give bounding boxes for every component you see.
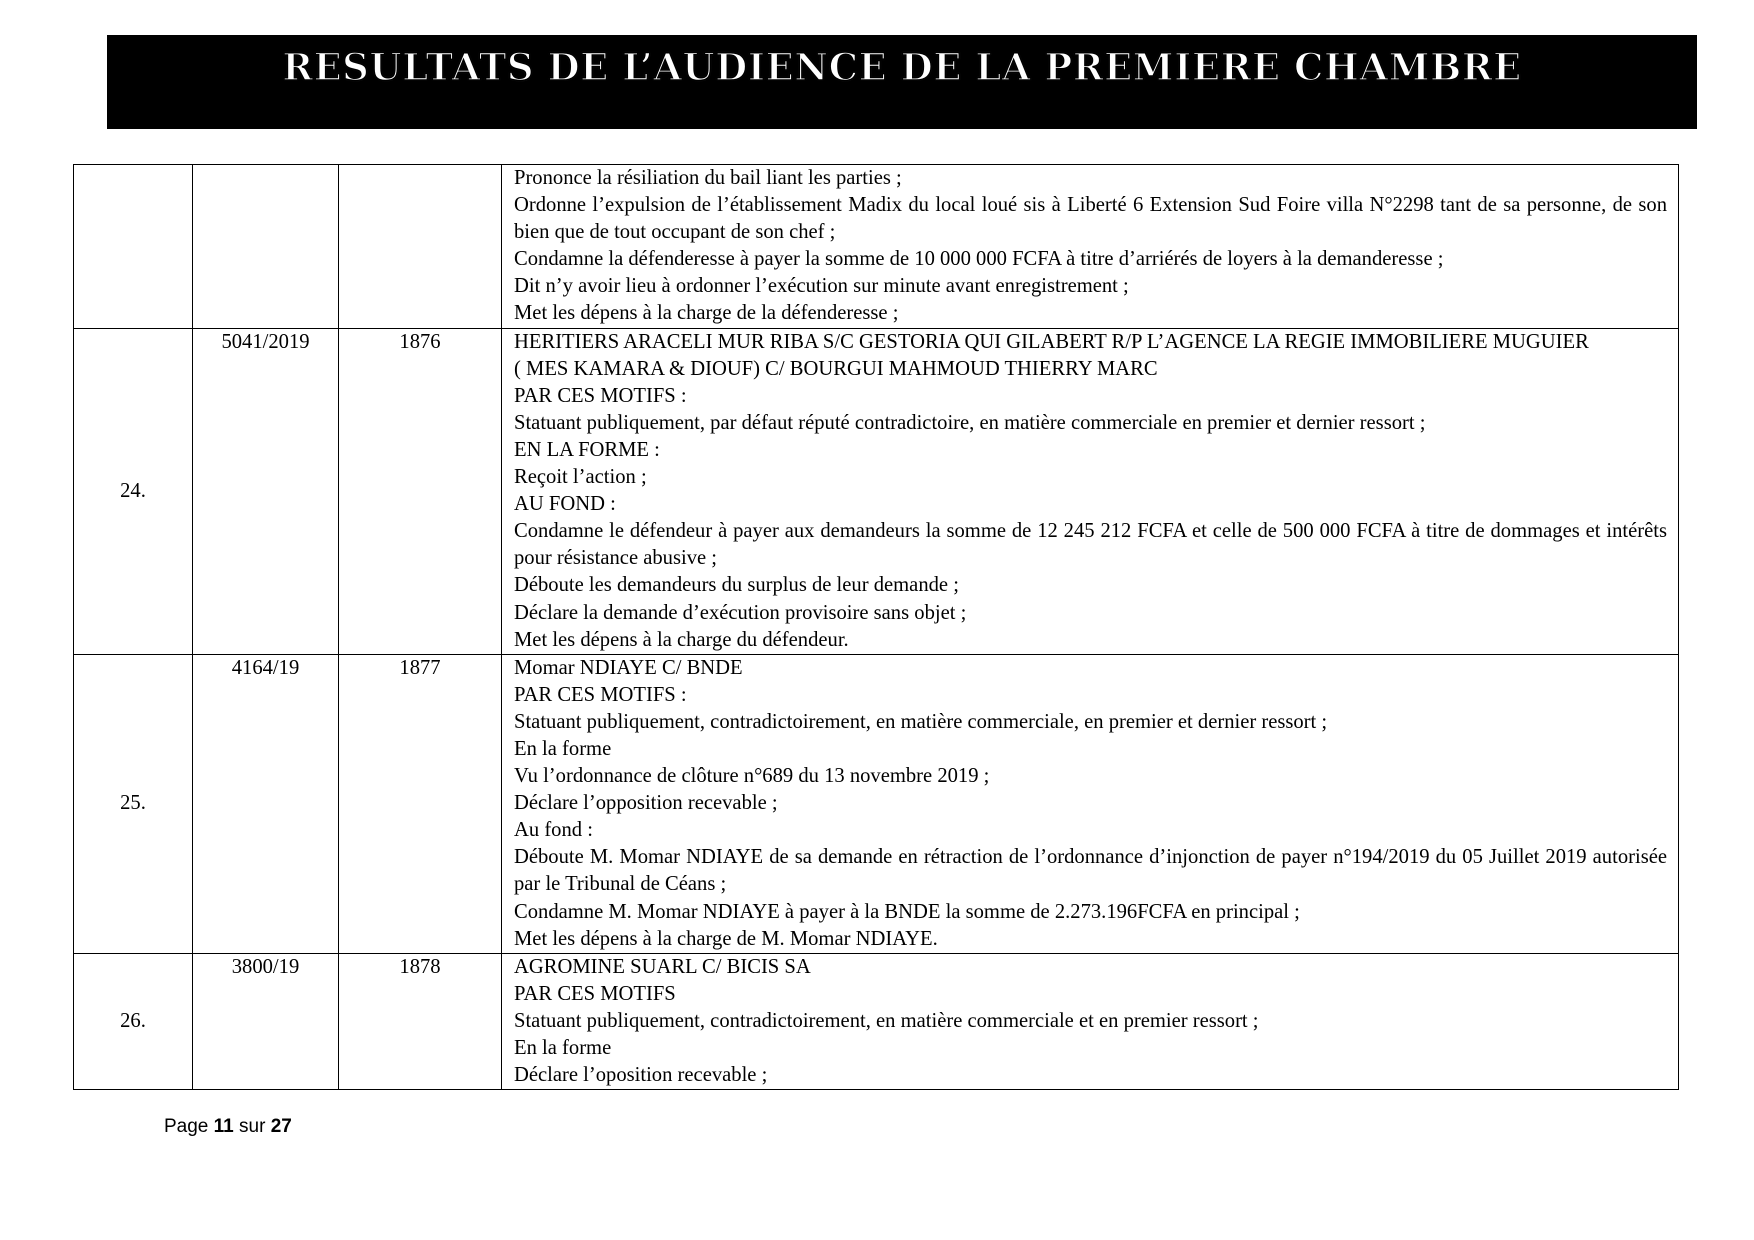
current-page-number: 11	[213, 1116, 234, 1137]
results-table	[73, 164, 1679, 1090]
ruling-line: Déboute les demandeurs du surplus de leur demande ;	[514, 574, 959, 597]
ruling-line: ( MES KAMARA & DIOUF) C/ BOURGUI MAHMOUD THIERRY MARC	[514, 357, 1158, 380]
ruling-line: PAR CES MOTIFS :	[514, 683, 687, 706]
case-number: 3800/19	[193, 953, 339, 1089]
ruling-line: Statuant publiquement, contradictoirement, en matière commerciale, en premier et dernier ressort ;	[514, 710, 1328, 733]
row-number: 24.	[74, 328, 193, 654]
title-banner	[107, 35, 1697, 129]
ruling-line: Dit n’y avoir lieu à ordonner l’exécution sur minute avant enregistrement ;	[514, 275, 1129, 298]
ruling-text	[502, 328, 1679, 654]
ruling-text	[502, 654, 1679, 953]
repertoire-number	[339, 165, 502, 329]
table-row	[74, 328, 1679, 654]
ruling-line: Au fond :	[514, 819, 593, 842]
ruling-line: PAR CES MOTIFS :	[514, 384, 687, 407]
row-number: 25.	[74, 654, 193, 953]
case-number	[193, 165, 339, 329]
ruling-line: Déboute M. Momar NDIAYE de sa demande en rétraction de l’ordonnance d’injonction de payer n°194/2019 du 05 Juillet 2019 autorisée par le Tribunal de Céans ;	[514, 846, 1667, 896]
ruling-line: Déclare la demande d’exécution provisoire sans objet ;	[514, 601, 967, 624]
ruling-line: Condamne le défendeur à payer aux demandeurs la somme de 12 245 212 FCFA et celle de 500 000 FCFA à titre de dommages et intérêts pour résistance abusive ;	[514, 520, 1667, 570]
ruling-line: Met les dépens à la charge de M. Momar NDIAYE.	[514, 927, 938, 950]
page-title: RESULTATS DE L’AUDIENCE DE LA PREMIERE CHAMBRE	[282, 45, 1522, 89]
table-row	[74, 654, 1679, 953]
ruling-line: Prononce la résiliation du bail liant les parties ;	[514, 167, 902, 189]
ruling-line: AU FOND :	[514, 493, 616, 516]
repertoire-number: 1877	[339, 654, 502, 953]
ruling-line: Vu l’ordonnance de clôture n°689 du 13 novembre 2019 ;	[514, 765, 990, 788]
ruling-line: En la forme	[514, 1037, 612, 1059]
ruling-line: Ordonne l’expulsion de l’établissement Madix du local loué sis à Liberté 6 Extension Sud Foire villa N°2298 tant de sa personne, de son bien que de tout occupant de son chef ;	[514, 194, 1667, 244]
results-table-body	[74, 165, 1679, 1090]
ruling-line: Met les dépens à la charge de la défenderesse ;	[514, 302, 899, 325]
case-number: 4164/19	[193, 654, 339, 953]
case-number: 5041/2019	[193, 328, 339, 654]
ruling-line: Condamne M. Momar NDIAYE à payer à la BNDE la somme de 2.273.196FCFA en principal ;	[514, 900, 1300, 923]
table-row	[74, 953, 1679, 1089]
ruling-line: HERITIERS ARACELI MUR RIBA S/C GESTORIA QUI GILABERT R/P L’AGENCE LA REGIE IMMOBILIERE MUGUIER	[514, 330, 1589, 353]
ruling-line: Met les dépens à la charge du défendeur.	[514, 628, 849, 651]
page-word: Page	[164, 1116, 209, 1137]
ruling-line: Déclare l’oposition recevable ;	[514, 1064, 768, 1087]
ruling-line: PAR CES MOTIFS	[514, 982, 676, 1005]
ruling-line: En la forme	[514, 737, 612, 760]
ruling-text	[502, 165, 1679, 329]
repertoire-number: 1876	[339, 328, 502, 654]
ruling-line: Statuant publiquement, contradictoirement, en matière commerciale et en premier ressort ;	[514, 1009, 1259, 1032]
page-footer	[164, 1116, 292, 1138]
ruling-line: Reçoit l’action ;	[514, 466, 647, 489]
ruling-line: Déclare l’opposition recevable ;	[514, 792, 778, 815]
ruling-line: AGROMINE SUARL C/ BICIS SA	[514, 955, 811, 978]
ruling-line: Statuant publiquement, par défaut réputé contradictoire, en matière commerciale en premier et dernier ressort ;	[514, 411, 1426, 434]
ruling-line: Condamne la défenderesse à payer la somme de 10 000 000 FCFA à titre d’arriérés de loyers à la demanderesse ;	[514, 248, 1444, 271]
row-number	[74, 165, 193, 329]
ruling-line: Momar NDIAYE C/ BNDE	[514, 656, 743, 679]
row-number: 26.	[74, 953, 193, 1089]
total-pages-number: 27	[270, 1116, 292, 1137]
of-word: sur	[239, 1116, 266, 1137]
table-row	[74, 165, 1679, 329]
ruling-line: EN LA FORME :	[514, 438, 660, 461]
ruling-text	[502, 953, 1679, 1089]
repertoire-number: 1878	[339, 953, 502, 1089]
